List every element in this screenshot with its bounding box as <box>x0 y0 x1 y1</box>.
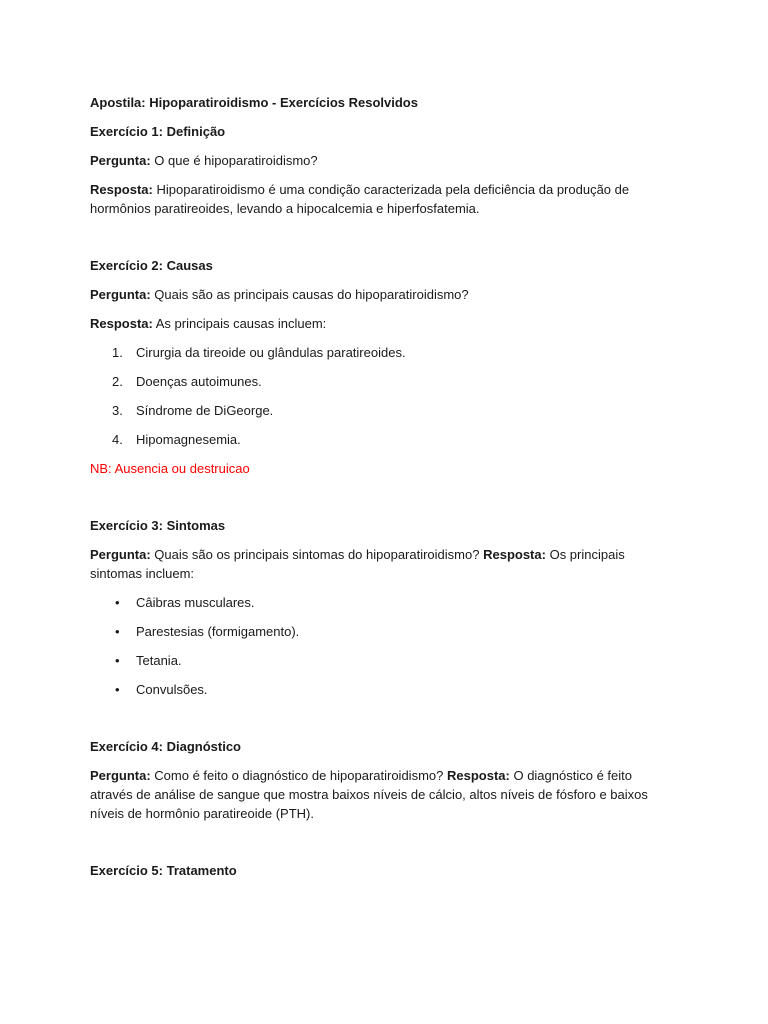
list-number: 2. <box>112 374 123 389</box>
exercise-1-question-text: O que é hipoparatiroidismo? <box>154 153 318 168</box>
list-item <box>90 593 678 612</box>
list-item-text: Doenças autoimunes. <box>136 374 262 389</box>
question-label: Pergunta: <box>90 287 151 302</box>
list-item-text: Tetania. <box>136 653 182 668</box>
answer-label: Resposta: <box>446 768 510 783</box>
list-item <box>90 651 678 670</box>
answer-label: Resposta: <box>90 182 153 197</box>
section-spacer <box>90 488 678 516</box>
exercise-3-heading: Exercício 3: Sintomas <box>90 518 226 533</box>
list-number: 4. <box>112 432 123 447</box>
exercise-3-answer-text: Os principais sintomas incluem: <box>90 547 625 581</box>
list-number: 1. <box>112 345 123 360</box>
exercise-1-question <box>90 151 678 170</box>
bullet-icon: • <box>115 624 120 639</box>
list-item-text: Cirurgia da tireoide ou glândulas paratireoides. <box>136 345 406 360</box>
exercise-2-note: NB: Ausencia ou destruicao <box>90 461 250 476</box>
exercise-4-heading: Exercício 4: Diagnóstico <box>90 739 241 754</box>
list-item <box>90 430 678 449</box>
causes-list <box>90 343 678 449</box>
exercise-3-question-text: Quais são os principais sintomas do hipoparatiroidismo? <box>154 547 480 562</box>
list-item <box>90 401 678 420</box>
list-item <box>90 622 678 641</box>
exercise-4-answer-text: O diagnóstico é feito através de análise de sangue que mostra baixos níveis de cálcio, altos níveis de fósforo e baixos níveis de hormônio paratireoide (PTH). <box>90 768 648 821</box>
document-title: Apostila: Hipoparatiroidismo - Exercícios Resolvidos <box>90 95 418 110</box>
question-label: Pergunta: <box>90 547 151 562</box>
exercise-2-question-text: Quais são as principais causas do hipoparatiroidismo? <box>154 287 469 302</box>
answer-label: Resposta: <box>483 547 546 562</box>
question-label: Pergunta: <box>90 153 151 168</box>
list-number: 3. <box>112 403 123 418</box>
list-item-text: Hipomagnesemia. <box>136 432 241 447</box>
bullet-icon: • <box>115 682 120 697</box>
exercise-1-answer-text: Hipoparatiroidismo é uma condição caracterizada pela deficiência da produção de hormônios paratireoides, levando a hipocalcemia e hiperfosfatemia. <box>90 182 630 216</box>
exercise-2-answer <box>90 314 678 333</box>
list-item <box>90 372 678 391</box>
section-spacer <box>90 709 678 737</box>
section-spacer <box>90 833 678 861</box>
list-item-text: Convulsões. <box>136 682 208 697</box>
list-item <box>90 680 678 699</box>
exercise-3-qa <box>90 545 678 583</box>
exercise-2-question <box>90 285 678 304</box>
exercise-2-answer-text: As principais causas incluem: <box>155 316 327 331</box>
list-item-text: Parestesias (formigamento). <box>136 624 300 639</box>
section-spacer <box>90 228 678 256</box>
question-label: Pergunta: <box>90 768 151 783</box>
symptoms-list <box>90 593 678 699</box>
answer-label: Resposta: <box>90 316 153 331</box>
exercise-4-question-text: Como é feito o diagnóstico de hipoparatiroidismo? <box>154 768 444 783</box>
list-item-text: Síndrome de DiGeorge. <box>136 403 274 418</box>
list-item-text: Câibras musculares. <box>136 595 255 610</box>
list-item <box>90 343 678 362</box>
exercise-2-heading: Exercício 2: Causas <box>90 258 213 273</box>
bullet-icon: • <box>115 653 120 668</box>
bullet-icon: • <box>115 595 120 610</box>
exercise-5-heading: Exercício 5: Tratamento <box>90 863 237 878</box>
exercise-1-heading: Exercício 1: Definição <box>90 124 226 139</box>
exercise-4-qa <box>90 766 678 823</box>
exercise-1-answer <box>90 180 678 218</box>
